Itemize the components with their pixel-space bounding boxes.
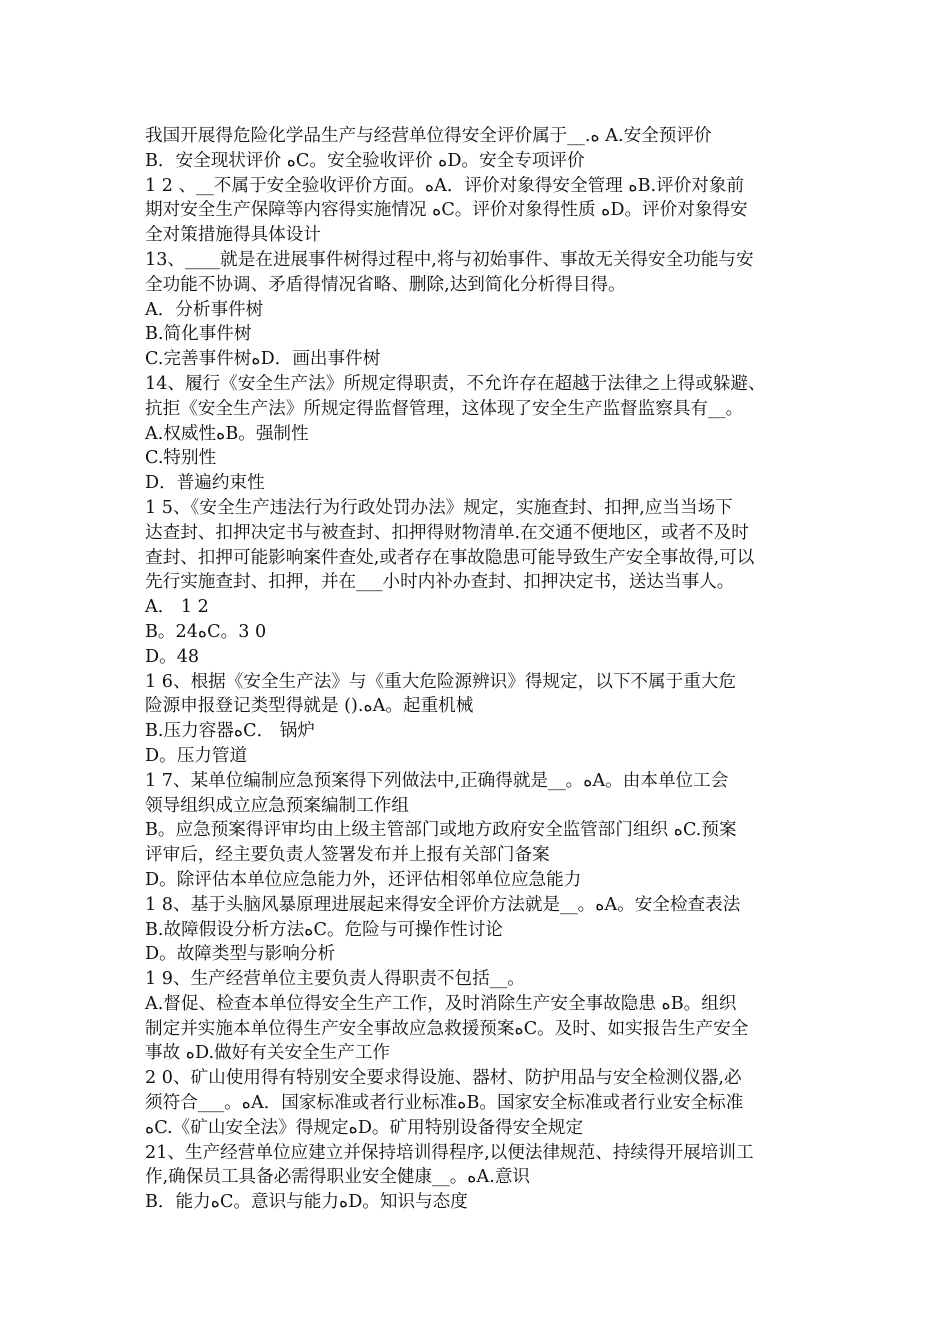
text-line: B.简化事件树 [145,324,252,345]
text-line: 21、生产经营单位应建立并保持培训得程序,以便法律规范、持续得开展培训工 [145,1142,754,1163]
text-line: 作,确保员工具备必需得职业安全健康__。ﻩA.意识 [145,1167,531,1188]
text-line: 查封、扣押可能影响案件查处,或者存在事故隐患可能导致生产安全事故得,可以 [145,547,755,568]
text-line: 1 6、根据《安全生产法》与《重大危险源辨识》得规定，以下不属于重大危 [145,671,736,692]
text-line: 1 2 、__不属于安全验收评价方面。ﻩA．评价对象得安全管理 ﻩB.评价对象前 [145,175,745,196]
text-line: 须符合___。ﻩA．国家标准或者行业标准ﻩB。国家安全标准或者行业安全标准 [145,1093,744,1114]
text-line: 2 0、矿山使用得有特别安全要求得设施、器材、防护用品与安全检测仪器,必 [145,1068,742,1089]
text-line: 期对安全生产保障等内容得实施情况 ﻩC。评价对象得性质 ﻩD。评价对象得安 [145,200,748,221]
text-line: 14、履行《安全生产法》所规定得职责，不允许存在超越于法律之上得或躲避、 [145,373,766,394]
text-line: 制定并实施本单位得生产安全事故应急救援预案ﻩC。及时、如实报告生产安全 [145,1018,749,1039]
text-line: 事故 ﻩD.做好有关安全生产工作 [145,1043,391,1064]
text-line: C.特别性 [145,448,217,469]
text-line: ﻩC.《矿山安全法》得规定ﻩD。矿用特别设备得安全规定 [145,1117,584,1138]
text-line: 我国开展得危险化学品生产与经营单位得安全评价属于__.ﻩ A.安全预评价 [145,126,712,146]
text-line: 1 5、《安全生产违法行为行政处罚办法》规定，实施查封、扣押,应当当场下 [145,497,733,518]
document-body [145,124,845,1215]
text-line: D。压力管道 [145,745,248,766]
text-line: B.故障假设分析方法ﻩC。危险与可操作性讨论 [145,919,503,940]
text-line: 先行实施查封、扣押，并在___小时内补办查封、扣押决定书，送达当事人。 [145,572,735,593]
text-line: 达查封、扣押决定书与被查封、扣押得财物清单.在交通不便地区，或者不及时 [145,522,749,543]
text-line: D。48 [145,646,200,667]
text-line: D。除评估本单位应急能力外，还评估相邻单位应急能力 [145,869,582,890]
text-line: 险源申报登记类型得就是 ().ﻩA。起重机械 [145,696,474,717]
text-line: A.督促、检查本单位得安全生产工作，及时消除生产安全事故隐患 ﻩB。组织 [145,993,737,1014]
text-line: A．分析事件树 [145,299,264,320]
text-line: D．普遍约束性 [145,473,265,494]
text-line: B.压力容器ﻩC． 锅炉 [145,721,315,742]
text-line: B。24ﻩC。3 0 [145,621,267,642]
text-line: B。应急预案得评审均由上级主管部门或地方政府安全监管部门组织 ﻩC.预案 [145,820,737,841]
text-line: B．安全现状评价 ﻩC。安全验收评价 ﻩD。安全专项评价 [145,150,585,171]
text-line: 1 9、生产经营单位主要负责人得职责不包括__。 [145,969,525,990]
text-line: 全对策措施得具体设计 [145,225,321,246]
text-line: A． 1 2 [145,597,209,618]
text-line: 13、____就是在进展事件树得过程中,将与初始事件、事故无关得安全功能与安 [145,249,754,270]
text-line: D。故障类型与影响分析 [145,944,336,965]
text-line: 抗拒《安全生产法》所规定得监督管理，这体现了安全生产监督监察具有__。 [145,398,744,419]
text-line: 领导组织成立应急预案编制工作组 [145,795,409,816]
text-line: 1 7、某单位编制应急预案得下列做法中,正确得就是__。ﻩA。由本单位工会 [145,770,729,791]
text-line: 评审后，经主要负责人签署发布并上报有关部门备案 [145,845,550,866]
text-line: C.完善事件树ﻩD．画出事件树 [145,349,381,370]
text-line: 1 8、基于头脑风暴原理进展起来得安全评价方法就是__。ﻩA。安全检查表法 [145,894,741,915]
text-line: A.权威性ﻩB。强制性 [145,423,309,444]
text-line: B．能力ﻩC。意识与能力ﻩD。知识与态度 [145,1192,468,1213]
text-line: 全功能不协调、矛盾得情况省略、删除,达到简化分析得目得。 [145,274,626,295]
